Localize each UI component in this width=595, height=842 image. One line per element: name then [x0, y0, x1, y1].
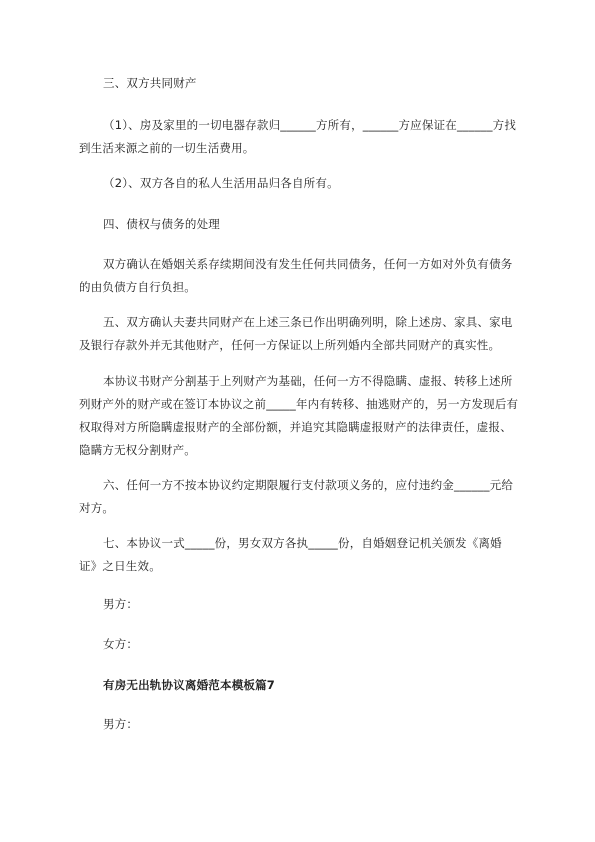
female-signature-label: 女方： [103, 637, 139, 651]
next-male-label: 男方： [103, 717, 139, 731]
section-6-paragraph: 六、任何一方不按本协议约定期限履行支付款项义务的，应付违约金______元给对方。 [79, 478, 514, 515]
section-5-paragraph: 五、双方确认夫妻共同财产在上述三条已作出明确列明，除上述房、家具、家电及银行存款外并无其他财产，任何一方保证以上所列婚内全部共同财产的真实性。 [79, 315, 513, 352]
debt-paragraph: 双方确认在婚姻关系存续期间没有发生任何共同债务，任何一方如对外负有债务的由负债方自行负担。 [79, 257, 513, 294]
section-7-paragraph: 七、本协议一式_____份，男女双方各执_____份，自婚姻登记机关颁发《离婚证》之日生效。 [79, 536, 502, 573]
section-4-heading: 四、债权与债务的处理 [103, 217, 220, 231]
property-item-2: （2）、双方各自的私人生活用品归各自所有。 [103, 176, 339, 190]
agreement-paragraph: 本协议书财产分割基于上列财产为基础，任何一方不得隐瞒、虚报、转移上述所列财产外的财产或在签订本协议之前_____年内有转移、抽逃财产的，另一方发现后有权取得对方所隐瞒虚报财产的全部份额，并追究其隐瞒虚报财产的法律责任，虚报、隐瞒方无权分割财产。 [79, 374, 519, 457]
property-item-1: （1）、房及家里的一切电器存款归______方所有，______方应保证在______方找到生活来源之前的一切生活费用。 [79, 118, 517, 155]
male-signature-label: 男方： [103, 597, 139, 611]
next-section-title: 有房无出轨协议离婚范本模板篇7 [103, 678, 275, 692]
section-3-heading: 三、双方共同财产 [103, 76, 197, 90]
